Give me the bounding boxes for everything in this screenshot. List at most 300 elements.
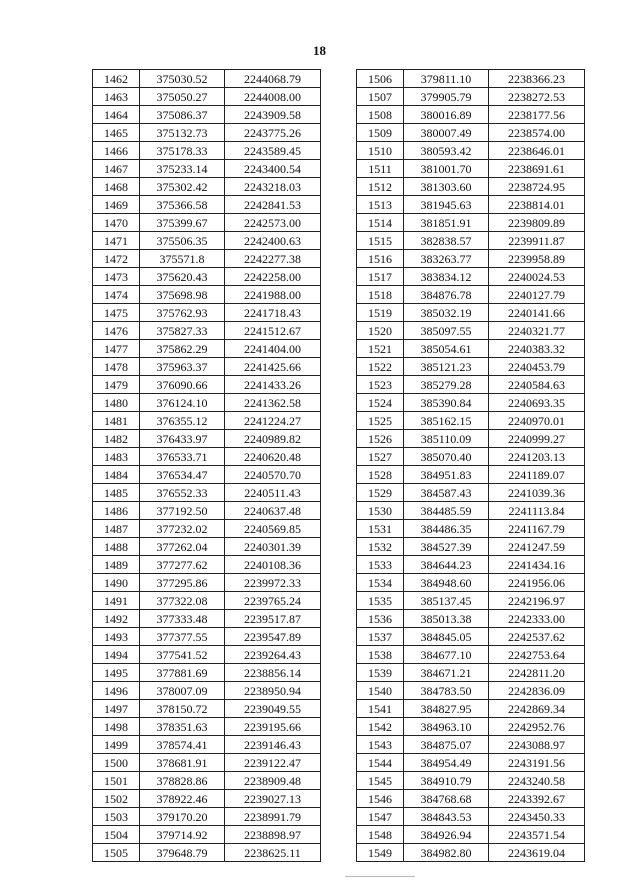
x-coordinate-cell: 378007.09 [140,682,225,700]
y-coordinate-cell: 2241362.58 [225,394,321,412]
y-coordinate-cell: 2239027.13 [225,790,321,808]
y-coordinate-cell: 2242277.38 [225,250,321,268]
table-row [93,250,321,268]
point-number-cell: 1490 [93,574,140,592]
point-number-cell: 1533 [357,556,404,574]
point-number-cell: 1527 [357,448,404,466]
x-coordinate-cell: 376533.71 [140,448,225,466]
y-coordinate-cell: 2241113.84 [489,502,585,520]
x-coordinate-cell: 375366.58 [140,196,225,214]
y-coordinate-cell: 2241956.06 [489,574,585,592]
x-coordinate-cell: 375762.93 [140,304,225,322]
point-number-cell: 1468 [93,178,140,196]
x-coordinate-cell: 375302.42 [140,178,225,196]
table-row [93,376,321,394]
table-row [357,556,585,574]
table-row [93,484,321,502]
x-coordinate-cell: 384845.05 [404,628,489,646]
table-row [357,682,585,700]
table-row [357,160,585,178]
y-coordinate-cell: 2240141.66 [489,304,585,322]
y-coordinate-cell: 2242753.64 [489,646,585,664]
point-number-cell: 1532 [357,538,404,556]
y-coordinate-cell: 2241247.59 [489,538,585,556]
point-number-cell: 1491 [93,592,140,610]
y-coordinate-cell: 2241189.07 [489,466,585,484]
point-number-cell: 1496 [93,682,140,700]
coordinates-table-right [356,69,585,862]
point-number-cell: 1494 [93,646,140,664]
x-coordinate-cell: 384926.94 [404,826,489,844]
point-number-cell: 1500 [93,754,140,772]
y-coordinate-cell: 2243775.26 [225,124,321,142]
y-coordinate-cell: 2241203.13 [489,448,585,466]
point-number-cell: 1536 [357,610,404,628]
y-coordinate-cell: 2241167.79 [489,520,585,538]
y-coordinate-cell: 2239765.24 [225,592,321,610]
y-coordinate-cell: 2239809.89 [489,214,585,232]
table-row [357,844,585,862]
point-number-cell: 1540 [357,682,404,700]
point-number-cell: 1464 [93,106,140,124]
table-row [93,124,321,142]
point-number-cell: 1523 [357,376,404,394]
y-coordinate-cell: 2241039.36 [489,484,585,502]
x-coordinate-cell: 376433.97 [140,430,225,448]
x-coordinate-cell: 385110.09 [404,430,489,448]
table-row [357,790,585,808]
x-coordinate-cell: 385121.23 [404,358,489,376]
y-coordinate-cell: 2238950.94 [225,682,321,700]
y-coordinate-cell: 2242258.00 [225,268,321,286]
table-row [357,448,585,466]
y-coordinate-cell: 2240970.01 [489,412,585,430]
point-number-cell: 1506 [357,70,404,88]
y-coordinate-cell: 2239146.43 [225,736,321,754]
y-coordinate-cell: 2243571.54 [489,826,585,844]
x-coordinate-cell: 376552.33 [140,484,225,502]
x-coordinate-cell: 383263.77 [404,250,489,268]
x-coordinate-cell: 375030.52 [140,70,225,88]
table-row [93,844,321,862]
table-row [357,754,585,772]
x-coordinate-cell: 376355.12 [140,412,225,430]
x-coordinate-cell: 380593.42 [404,142,489,160]
x-coordinate-cell: 381945.63 [404,196,489,214]
point-number-cell: 1471 [93,232,140,250]
y-coordinate-cell: 2240321.77 [489,322,585,340]
table-row [357,772,585,790]
point-number-cell: 1511 [357,160,404,178]
y-coordinate-cell: 2239517.87 [225,610,321,628]
point-number-cell: 1528 [357,466,404,484]
table-row [93,466,321,484]
x-coordinate-cell: 384963.10 [404,718,489,736]
point-number-cell: 1462 [93,70,140,88]
point-number-cell: 1485 [93,484,140,502]
x-coordinate-cell: 378150.72 [140,700,225,718]
x-coordinate-cell: 375963.37 [140,358,225,376]
x-coordinate-cell: 376124.10 [140,394,225,412]
table-row [93,88,321,106]
y-coordinate-cell: 2243400.54 [225,160,321,178]
y-coordinate-cell: 2242573.00 [225,214,321,232]
x-coordinate-cell: 384587.43 [404,484,489,502]
x-coordinate-cell: 384527.39 [404,538,489,556]
point-number-cell: 1481 [93,412,140,430]
point-number-cell: 1539 [357,664,404,682]
y-coordinate-cell: 2239122.47 [225,754,321,772]
point-number-cell: 1505 [93,844,140,862]
y-coordinate-cell: 2241224.27 [225,412,321,430]
point-number-cell: 1498 [93,718,140,736]
x-coordinate-cell: 385390.84 [404,394,489,412]
x-coordinate-cell: 379811.10 [404,70,489,88]
x-coordinate-cell: 375132.73 [140,124,225,142]
table-row [93,142,321,160]
x-coordinate-cell: 385279.28 [404,376,489,394]
y-coordinate-cell: 2238814.01 [489,196,585,214]
table-row [93,430,321,448]
y-coordinate-cell: 2238625.11 [225,844,321,862]
y-coordinate-cell: 2241425.66 [225,358,321,376]
point-number-cell: 1501 [93,772,140,790]
point-number-cell: 1516 [357,250,404,268]
y-coordinate-cell: 2240584.63 [489,376,585,394]
point-number-cell: 1469 [93,196,140,214]
point-number-cell: 1483 [93,448,140,466]
x-coordinate-cell: 384485.59 [404,502,489,520]
x-coordinate-cell: 377541.52 [140,646,225,664]
x-coordinate-cell: 377277.62 [140,556,225,574]
point-number-cell: 1517 [357,268,404,286]
point-number-cell: 1518 [357,286,404,304]
point-number-cell: 1495 [93,664,140,682]
point-number-cell: 1497 [93,700,140,718]
y-coordinate-cell: 2241404.00 [225,340,321,358]
table-row [357,376,585,394]
x-coordinate-cell: 375233.14 [140,160,225,178]
point-number-cell: 1504 [93,826,140,844]
point-number-cell: 1472 [93,250,140,268]
point-number-cell: 1520 [357,322,404,340]
table-row [93,340,321,358]
x-coordinate-cell: 375178.33 [140,142,225,160]
y-coordinate-cell: 2238177.56 [489,106,585,124]
y-coordinate-cell: 2241434.16 [489,556,585,574]
table-row [357,214,585,232]
y-coordinate-cell: 2242400.63 [225,232,321,250]
x-coordinate-cell: 385032.19 [404,304,489,322]
y-coordinate-cell: 2243218.03 [225,178,321,196]
x-coordinate-cell: 377322.08 [140,592,225,610]
point-number-cell: 1510 [357,142,404,160]
x-coordinate-cell: 376090.66 [140,376,225,394]
table-row [93,358,321,376]
x-coordinate-cell: 385137.45 [404,592,489,610]
table-row [93,412,321,430]
y-coordinate-cell: 2241988.00 [225,286,321,304]
table-row [93,538,321,556]
table-row [357,304,585,322]
point-number-cell: 1508 [357,106,404,124]
x-coordinate-cell: 377333.48 [140,610,225,628]
x-coordinate-cell: 385070.40 [404,448,489,466]
y-coordinate-cell: 2238991.79 [225,808,321,826]
y-coordinate-cell: 2239264.43 [225,646,321,664]
coordinates-table-left [92,69,321,862]
table-row [357,610,585,628]
x-coordinate-cell: 375506.35 [140,232,225,250]
point-number-cell: 1525 [357,412,404,430]
x-coordinate-cell: 376534.47 [140,466,225,484]
x-coordinate-cell: 384910.79 [404,772,489,790]
point-number-cell: 1487 [93,520,140,538]
y-coordinate-cell: 2240301.39 [225,538,321,556]
y-coordinate-cell: 2244068.79 [225,70,321,88]
y-coordinate-cell: 2238691.61 [489,160,585,178]
y-coordinate-cell: 2240570.70 [225,466,321,484]
point-number-cell: 1499 [93,736,140,754]
y-coordinate-cell: 2243240.58 [489,772,585,790]
point-number-cell: 1476 [93,322,140,340]
table-row [93,106,321,124]
point-number-cell: 1548 [357,826,404,844]
point-number-cell: 1473 [93,268,140,286]
point-number-cell: 1546 [357,790,404,808]
point-number-cell: 1538 [357,646,404,664]
table-row [357,502,585,520]
table-row [93,808,321,826]
table-row [93,628,321,646]
x-coordinate-cell: 377377.55 [140,628,225,646]
table-row [357,286,585,304]
table-row [93,268,321,286]
table-row [357,250,585,268]
point-number-cell: 1479 [93,376,140,394]
table-row [357,826,585,844]
table-row [93,718,321,736]
x-coordinate-cell: 384951.83 [404,466,489,484]
table-row [357,628,585,646]
x-coordinate-cell: 377192.50 [140,502,225,520]
y-coordinate-cell: 2242333.00 [489,610,585,628]
x-coordinate-cell: 375399.67 [140,214,225,232]
table-row [93,448,321,466]
y-coordinate-cell: 2242537.62 [489,628,585,646]
y-coordinate-cell: 2238856.14 [225,664,321,682]
x-coordinate-cell: 385162.15 [404,412,489,430]
y-coordinate-cell: 2241433.26 [225,376,321,394]
y-coordinate-cell: 2240620.48 [225,448,321,466]
x-coordinate-cell: 384671.21 [404,664,489,682]
table-row [93,700,321,718]
x-coordinate-cell: 385054.61 [404,340,489,358]
y-coordinate-cell: 2239049.55 [225,700,321,718]
y-coordinate-cell: 2242841.53 [225,196,321,214]
x-coordinate-cell: 379170.20 [140,808,225,826]
table-row [93,196,321,214]
x-coordinate-cell: 384982.80 [404,844,489,862]
point-number-cell: 1477 [93,340,140,358]
point-number-cell: 1503 [93,808,140,826]
table-row [357,88,585,106]
page-number: 18 [313,43,326,58]
table-row [357,70,585,88]
point-number-cell: 1512 [357,178,404,196]
point-number-cell: 1541 [357,700,404,718]
x-coordinate-cell: 378922.46 [140,790,225,808]
y-coordinate-cell: 2238366.23 [489,70,585,88]
y-coordinate-cell: 2243191.56 [489,754,585,772]
point-number-cell: 1488 [93,538,140,556]
point-number-cell: 1522 [357,358,404,376]
table-row [357,340,585,358]
table-row [357,718,585,736]
table-row [93,826,321,844]
y-coordinate-cell: 2240024.53 [489,268,585,286]
table-row [357,466,585,484]
point-number-cell: 1535 [357,592,404,610]
y-coordinate-cell: 2243392.67 [489,790,585,808]
table-row [93,772,321,790]
point-number-cell: 1515 [357,232,404,250]
x-coordinate-cell: 384827.95 [404,700,489,718]
y-coordinate-cell: 2240383.32 [489,340,585,358]
x-coordinate-cell: 385097.55 [404,322,489,340]
point-number-cell: 1463 [93,88,140,106]
x-coordinate-cell: 383834.12 [404,268,489,286]
x-coordinate-cell: 384948.60 [404,574,489,592]
table-row [93,556,321,574]
table-row [357,358,585,376]
y-coordinate-cell: 2239972.33 [225,574,321,592]
table-row [357,430,585,448]
x-coordinate-cell: 375050.27 [140,88,225,106]
y-coordinate-cell: 2238574.00 [489,124,585,142]
point-number-cell: 1492 [93,610,140,628]
point-number-cell: 1545 [357,772,404,790]
table-row [93,682,321,700]
table-row [93,232,321,250]
table-row [93,286,321,304]
x-coordinate-cell: 385013.38 [404,610,489,628]
table-row [93,178,321,196]
y-coordinate-cell: 2243589.45 [225,142,321,160]
y-coordinate-cell: 2238272.53 [489,88,585,106]
y-coordinate-cell: 2240693.35 [489,394,585,412]
x-coordinate-cell: 375862.29 [140,340,225,358]
table-row [357,664,585,682]
table-row [357,268,585,286]
table-row [357,484,585,502]
point-number-cell: 1537 [357,628,404,646]
point-number-cell: 1547 [357,808,404,826]
point-number-cell: 1513 [357,196,404,214]
table-row [357,646,585,664]
y-coordinate-cell: 2243909.58 [225,106,321,124]
point-number-cell: 1534 [357,574,404,592]
y-coordinate-cell: 2238898.97 [225,826,321,844]
y-coordinate-cell: 2240989.82 [225,430,321,448]
point-number-cell: 1475 [93,304,140,322]
table-row [357,142,585,160]
y-coordinate-cell: 2241512.67 [225,322,321,340]
table-row [357,178,585,196]
x-coordinate-cell: 384768.68 [404,790,489,808]
x-coordinate-cell: 378574.41 [140,736,225,754]
table-row [93,790,321,808]
point-number-cell: 1530 [357,502,404,520]
y-coordinate-cell: 2242836.09 [489,682,585,700]
table-row [357,196,585,214]
table-row [93,70,321,88]
point-number-cell: 1514 [357,214,404,232]
x-coordinate-cell: 375086.37 [140,106,225,124]
table-row [93,520,321,538]
x-coordinate-cell: 375827.33 [140,322,225,340]
table-row [93,394,321,412]
table-row [357,574,585,592]
x-coordinate-cell: 384875.07 [404,736,489,754]
y-coordinate-cell: 2242811.20 [489,664,585,682]
x-coordinate-cell: 380007.49 [404,124,489,142]
table-row [93,574,321,592]
point-number-cell: 1482 [93,430,140,448]
table-row [357,592,585,610]
x-coordinate-cell: 378681.91 [140,754,225,772]
point-number-cell: 1484 [93,466,140,484]
table-row [357,538,585,556]
y-coordinate-cell: 2240511.43 [225,484,321,502]
x-coordinate-cell: 378828.86 [140,772,225,790]
x-coordinate-cell: 384783.50 [404,682,489,700]
y-coordinate-cell: 2244008.00 [225,88,321,106]
point-number-cell: 1474 [93,286,140,304]
point-number-cell: 1466 [93,142,140,160]
y-coordinate-cell: 2239958.89 [489,250,585,268]
point-number-cell: 1470 [93,214,140,232]
y-coordinate-cell: 2243619.04 [489,844,585,862]
x-coordinate-cell: 378351.63 [140,718,225,736]
x-coordinate-cell: 375620.43 [140,268,225,286]
y-coordinate-cell: 2240453.79 [489,358,585,376]
table-row [357,412,585,430]
point-number-cell: 1467 [93,160,140,178]
y-coordinate-cell: 2240569.85 [225,520,321,538]
y-coordinate-cell: 2241718.43 [225,304,321,322]
x-coordinate-cell: 375698.98 [140,286,225,304]
x-coordinate-cell: 381851.91 [404,214,489,232]
x-coordinate-cell: 384486.35 [404,520,489,538]
y-coordinate-cell: 2242869.34 [489,700,585,718]
table-row [357,106,585,124]
point-number-cell: 1531 [357,520,404,538]
point-number-cell: 1543 [357,736,404,754]
y-coordinate-cell: 2243088.97 [489,736,585,754]
x-coordinate-cell: 384644.23 [404,556,489,574]
x-coordinate-cell: 381303.60 [404,178,489,196]
table-row [357,394,585,412]
table-row [93,664,321,682]
point-number-cell: 1549 [357,844,404,862]
y-coordinate-cell: 2240127.79 [489,286,585,304]
table-row [357,124,585,142]
table-row [93,160,321,178]
table-row [93,322,321,340]
y-coordinate-cell: 2238646.01 [489,142,585,160]
point-number-cell: 1542 [357,718,404,736]
